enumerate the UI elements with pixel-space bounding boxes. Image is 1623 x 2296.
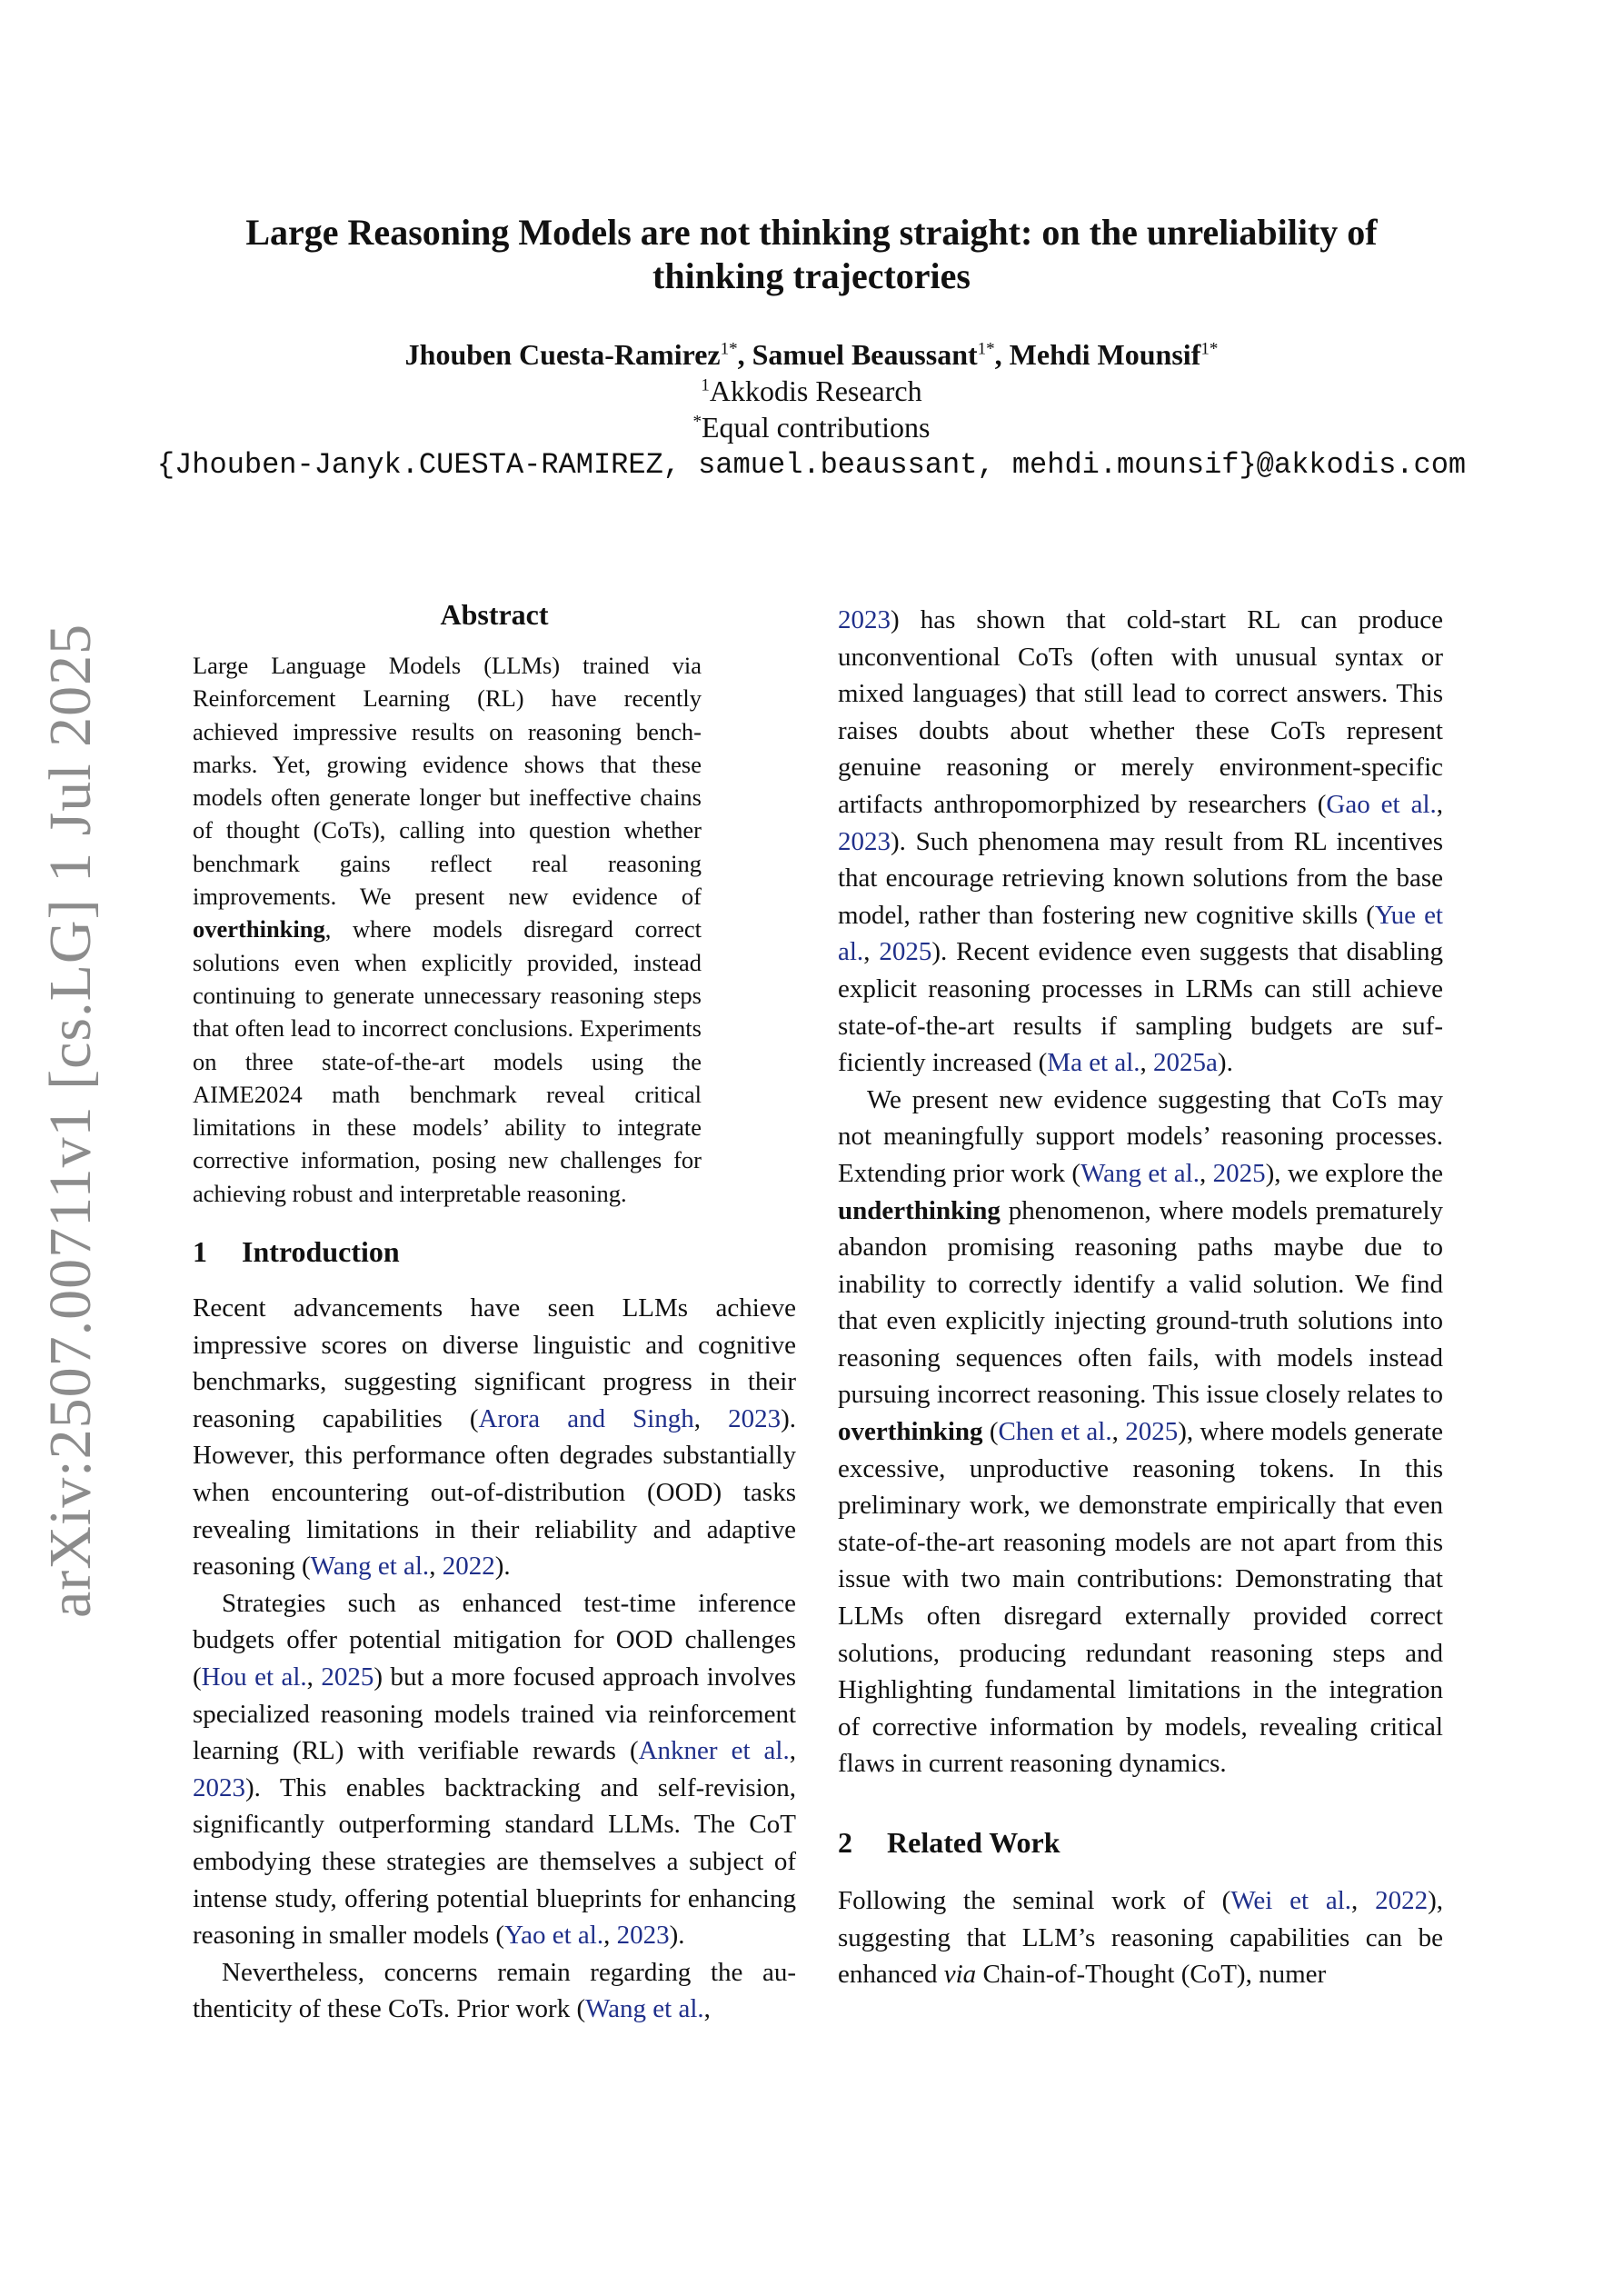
citation-link[interactable]: 2023 (728, 1403, 782, 1433)
text-run: , (1140, 1048, 1154, 1078)
citation-link[interactable]: Ma et al. (1047, 1048, 1140, 1078)
author-sup: 1* (720, 339, 738, 359)
abstract-body (193, 649, 702, 1210)
title-line-1: Large Reasoning Models are not thinking straight: on the unreliability of (245, 212, 1378, 253)
citation-link[interactable]: Wang et al. (585, 1994, 704, 2024)
citation-link[interactable]: 2022 (442, 1552, 495, 1582)
citation-link[interactable]: 2025 (1125, 1417, 1179, 1447)
text-run: ). (1217, 1048, 1233, 1078)
section-heading-introduction (193, 1233, 796, 1270)
citation-link[interactable]: Chen et al. (998, 1417, 1112, 1447)
citation-link[interactable]: 2023 (838, 826, 891, 856)
title-line-2: thinking trajectories (652, 255, 971, 296)
text-run: ), suggesting that LLM’s reasoning capabilities can be enhanced (838, 1886, 1443, 1990)
section-title: Introduction (242, 1235, 400, 1269)
text-run: ). (494, 1552, 511, 1582)
author-separator: , (994, 338, 1010, 371)
author-name: Mehdi Mounsif (1009, 338, 1201, 371)
citation-link[interactable]: 2025 (321, 1662, 374, 1692)
citation-link[interactable]: 2022 (1375, 1886, 1429, 1915)
text-run: , (863, 937, 880, 967)
intro-paragraph-3-continued (838, 602, 1443, 1082)
section-title: Related Work (887, 1826, 1060, 1859)
citation-link[interactable]: 2025 (1212, 1158, 1266, 1188)
related-paragraph-1 (838, 1882, 1443, 1993)
citation-link[interactable]: Ankner et al. (638, 1736, 790, 1766)
text-run: , where models disregard correct solutions even when explicitly provided, instead continuing to generate unnecessary reasoning steps that often lead to incorrect conclusions. Experiments on three state-of-the-art models using the AIME2024 math benchmark reveal critical limitations in these models’ ability to integrate corrective information, posing new challenges for achieving robust and interpretable reasoning. (193, 915, 702, 1207)
text-run: , (693, 1403, 729, 1433)
text-run: , (1436, 789, 1444, 819)
abstract-heading: Abstract (440, 598, 549, 631)
affiliation (0, 373, 1623, 409)
citation-link[interactable]: 2023 (193, 1772, 245, 1802)
text-run: ) has shown that cold-start RL can produce unconventional CoTs (often with unusual syntax or mixed languages) that still lead to correct answers. This raises doubts about whether these CoTs represent genuine reasoning or merely environment-specific artifacts anthropomorphized by researchers ( (838, 605, 1443, 819)
bold-term: overthinking (193, 915, 325, 943)
text-run: ) but a more focused approach involves specialized reasoning models trained via reinforcement learning (RL) with verifiable rewards ( (193, 1662, 797, 1766)
author-name: Jhouben Cuesta-Ramirez (404, 338, 721, 371)
section-heading-related-work (838, 1824, 1443, 1861)
text-run: ). Recent evidence even suggests that disabling explicit reasoning processes in LRMs can still achieve state-of-the-art results if sampling budgets are sufficiently increased ( (838, 937, 1444, 1078)
affiliation-name: Akkodis Research (709, 374, 922, 407)
author-separator: , (737, 338, 752, 371)
text-run: Nevertheless, concerns remain regarding the authenticity of these CoTs. Prior work ( (193, 1957, 796, 2024)
text-run: , (1351, 1886, 1376, 1915)
bold-term: underthinking (838, 1195, 1001, 1225)
citation-link[interactable]: Arora and Singh (478, 1403, 694, 1433)
intro-paragraph-3 (193, 1954, 796, 2028)
text-run: , (789, 1736, 796, 1766)
bold-term: overthinking (838, 1417, 983, 1447)
citation-link[interactable]: Wang et al. (1080, 1158, 1200, 1188)
equal-sup: * (692, 412, 702, 432)
citation-link[interactable]: Wei et al. (1230, 1886, 1352, 1915)
right-column (838, 602, 1443, 1993)
text-run: , (603, 1921, 617, 1951)
text-run: phenomenon, where models prematurely abandon promising reasoning paths maybe due to inability to correctly identify a valid solution. We find that even explicitly injecting ground-truth solutions into reasoning sequences often fails, with models instead pursuing incorrect reasoning. This issue closely relates to (838, 1195, 1443, 1410)
citation-link[interactable]: Gao et al. (1326, 789, 1437, 819)
citation-link[interactable]: Yao et al. (504, 1921, 604, 1951)
paper-header (0, 211, 1623, 485)
citation-link[interactable]: Hou et al. (201, 1662, 307, 1692)
equal-text: Equal contributions (701, 411, 931, 444)
affiliation-sup: 1 (701, 375, 710, 395)
author-list (0, 336, 1623, 373)
citation-link[interactable]: 2023 (838, 605, 891, 634)
author-sup: 1* (977, 339, 995, 359)
text-run: , (1111, 1417, 1126, 1447)
text-run: Large Language Models (LLMs) trained via Reinforcement Learning (RL) have recently achieved impressive results on reasoning benchmarks. Yet, growing evidence shows that these models often generate longer but ineffective chains of thought (CoTs), calling into question whether benchmark gains reflect real reasoning improvements. We present new evidence of (193, 652, 702, 911)
text-run: We present new evidence suggesting that CoTs may not meaningfully support models’ reasoning processes. Extending prior work ( (838, 1084, 1443, 1188)
text-run: Strategies such as enhanced test-time inference budgets offer potential mitigation for OOD challenges ( (193, 1588, 796, 1692)
text-run: ). Such phenomena may result from RL incentives that encourage retrieving known solutions from the base model, rather than fostering new cognitive skills ( (838, 826, 1443, 930)
text-run: , (429, 1552, 443, 1582)
paper-title (175, 211, 1448, 298)
author-sup: 1* (1200, 339, 1219, 359)
citation-link[interactable]: 2023 (616, 1921, 670, 1951)
intro-paragraph-4 (838, 1082, 1443, 1782)
intro-paragraph-1 (193, 1290, 796, 1585)
text-run: Recent advancements have seen LLMs achieve impressive scores on diverse linguistic and cognitive benchmarks, suggesting significant progress in their reasoning capabilities ( (193, 1293, 796, 1433)
text-run: , (703, 1994, 711, 2024)
citation-link[interactable]: 2025a (1153, 1048, 1218, 1078)
citation-link[interactable]: Yue et al. (838, 900, 1443, 967)
intro-paragraph-2 (193, 1585, 796, 1954)
text-run: ), where models generate excessive, unproductive reasoning tokens. In this preliminary work, we demonstrate empirically that even state-of-the-art reasoning models are not apart from this issue with two main contributions: Demonstrating that LLMs often disregard externally provided correct solutions, producing redundant reasoning steps and Highlighting fundamental limitations in the integration of corrective information by models, revealing critical flaws in current reasoning dynamics. (838, 1417, 1443, 1779)
text-run: Following the seminal work of ( (838, 1886, 1231, 1915)
text-run: ( (982, 1417, 999, 1447)
section-number: 1 (193, 1235, 207, 1269)
citation-link[interactable]: Wang et al. (310, 1552, 430, 1582)
text-run: , (1199, 1158, 1213, 1188)
text-run: , (306, 1662, 322, 1692)
text-run: ), we explore the (1265, 1158, 1444, 1188)
italic-term: via (943, 1960, 977, 1990)
arxiv-stamp: arXiv:2507.00711v1 [cs.LG] 1 Jul 2025 (37, 623, 104, 1618)
section-number: 2 (838, 1826, 852, 1859)
text-run: ). This enables backtracking and self-revision, significantly outperforming standard LLMs. The CoT embodying these strategies are themselves a subject of intense study, offering potential blueprints for enhancing reasoning in smaller models ( (193, 1772, 796, 1951)
equal-contribution-note (0, 409, 1623, 445)
citation-link[interactable]: 2025 (879, 937, 932, 967)
text-run: Chain-of-Thought (CoT), numer (976, 1960, 1327, 1990)
text-run: ). (669, 1921, 685, 1951)
author-name: Samuel Beaussant (752, 338, 978, 371)
author-emails: {Jhouben-Janyk.CUESTA-RAMIREZ, samuel.beaussant, mehdi.mounsif}@akkodis.com (156, 448, 1467, 482)
text-run: ). However, this performance often degrades substantially when encountering out-of-distribution (OOD) tasks revealing limitations in their reliability and adaptive reasoning ( (193, 1403, 797, 1582)
left-column (193, 596, 796, 2028)
